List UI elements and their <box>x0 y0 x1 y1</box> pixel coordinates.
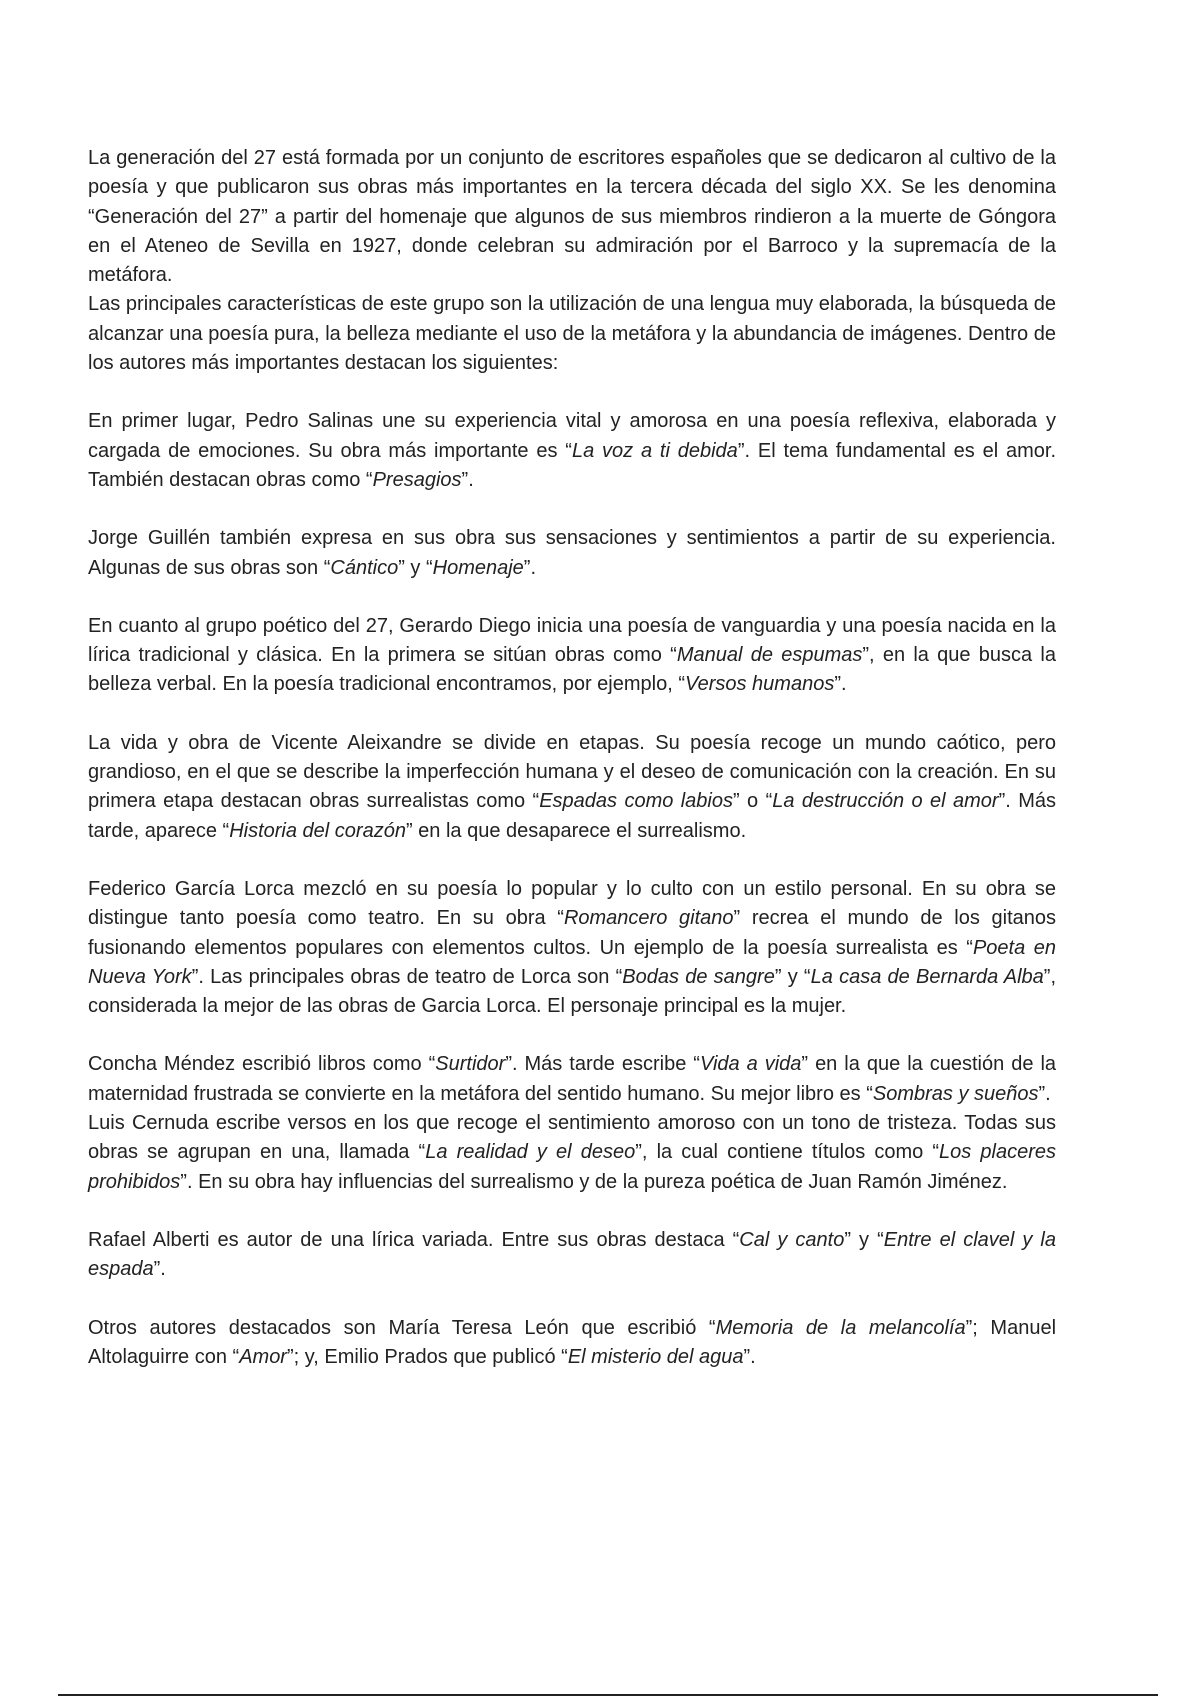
work-title: Entre el clavel y la espada <box>88 1228 1056 1281</box>
text-run: ” o “ <box>733 790 773 813</box>
text-run: ” y “ <box>398 556 433 579</box>
text-run: Las principales características de este grupo son la utilización de una lengua muy elaborada, la búsqueda de alcanzar una poesía pura, la belleza mediante el uso de la metáfora y la abundancia de imágenes. Dentro de los autores más importantes destacan los siguientes: <box>88 293 1056 375</box>
work-title: Homenaje <box>432 556 524 579</box>
text-run: ”. Más tarde escribe “ <box>505 1053 700 1076</box>
work-title: La realidad y el deseo <box>425 1141 636 1164</box>
text-run: ”. <box>743 1345 756 1368</box>
work-title: Memoria de la melancolía <box>715 1316 966 1339</box>
paragraph <box>88 729 1056 846</box>
paragraph <box>88 1226 1056 1285</box>
text-run: La generación del 27 está formada por un conjunto de escritores españoles que se dedicaron al cultivo de la poesía y que publicaron sus obras más importantes en la tercera década del siglo XX. Se les denomina “Generación del 27” a partir del homenaje que algunos de sus miembros rindieron a la muerte de Góngora en el Ateneo de Sevilla en 1927, donde celebran su admiración por el Barroco y la supremacía de la metáfora. <box>88 147 1056 287</box>
text-run: La vida y obra de Vicente Aleixandre se divide en etapas. Su poesía recoge un mundo caótico, pero grandioso, en el que se describe la imperfección humana y el deseo de comunicación con la creación. En su primera etapa destacan obras surrealistas como “ <box>88 731 1056 813</box>
text-run: Federico García Lorca mezcló en su poesía lo popular y lo culto con un estilo personal. En su obra se distingue tanto poesía como teatro. En su obra “ <box>88 877 1056 930</box>
work-title: Versos humanos <box>685 673 835 696</box>
text-run: ”; Manuel Altolaguirre con “ <box>88 1316 1057 1368</box>
text-run: ” en la que la cuestión de la maternidad frustrada se convierte en la metáfora del sentido humano. Su mejor libro es “ <box>88 1053 1057 1105</box>
paragraph <box>88 875 1056 1021</box>
text-run: ” y “ <box>844 1228 884 1251</box>
work-title: Surtidor <box>435 1053 506 1076</box>
bottom-divider <box>58 1694 1158 1696</box>
text-run: ”. El tema fundamental es el amor. También destacan obras como “ <box>88 439 1057 491</box>
work-title: Romancero gitano <box>563 907 734 930</box>
paragraph <box>88 1314 1056 1373</box>
paragraph <box>88 144 1056 290</box>
text-run: ” y “ <box>774 965 811 988</box>
text-run: ”, en la que busca la belleza verbal. En la poesía tradicional encontramos, por ejemplo, “ <box>88 644 1056 696</box>
work-title: Cántico <box>330 556 399 579</box>
work-title: Historia del corazón <box>229 819 406 842</box>
work-title: Poeta en Nueva York <box>88 936 1056 988</box>
text-run: En cuanto al grupo poético del 27, Gerardo Diego inicia una poesía de vanguardia y una poesía nacida en la lírica tradicional y clásica. En la primera se sitúan obras como “ <box>88 614 1056 667</box>
text-run: ”. <box>834 673 847 696</box>
text-run: ”. <box>153 1258 166 1281</box>
work-title: Amor <box>239 1345 287 1368</box>
work-title: Los placeres prohibidos <box>88 1141 1057 1193</box>
work-title: Manual de espumas <box>676 644 863 667</box>
work-title: Sombras y sueños <box>872 1082 1039 1105</box>
paragraph <box>88 524 1056 583</box>
text-run: En primer lugar, Pedro Salinas une su experiencia vital y amorosa en una poesía reflexiva, elaborada y cargada de emociones. Su obra más importante es “ <box>88 410 1056 462</box>
text-run: ”, la cual contiene títulos como “ <box>635 1141 940 1164</box>
work-title: Vida a vida <box>699 1053 802 1076</box>
text-run: ”; y, Emilio Prados que publicó “ <box>286 1345 568 1368</box>
text-run: ”. <box>523 556 537 579</box>
paragraph <box>88 407 1056 495</box>
text-run: ”, considerada la mejor de las obras de Garcia Lorca. El personaje principal es la mujer. <box>88 965 1056 1018</box>
work-title: La casa de Bernarda Alba <box>810 965 1044 988</box>
paragraph <box>88 1109 1056 1197</box>
text-run: ”. Más tarde, aparece “ <box>88 790 1056 842</box>
text-run: ”. <box>461 468 474 491</box>
work-title: Espadas como labios <box>539 790 733 813</box>
text-run: Jorge Guillén también expresa en sus obra sus sensaciones y sentimientos a partir de su experiencia. Algunas de sus obras son “ <box>88 527 1056 579</box>
text-run: ” recrea el mundo de los gitanos fusionando elementos populares con elementos cultos. Un ejemplo de la poesía surrealista es “ <box>88 907 1056 959</box>
document-body <box>88 144 1056 1372</box>
text-run: ”. En su obra hay influencias del surrealismo y de la pureza poética de Juan Ramón Jiménez. <box>180 1170 1008 1193</box>
text-run: Otros autores destacados son María Teresa León que escribió “ <box>88 1316 716 1339</box>
work-title: Presagios <box>372 468 462 491</box>
work-title: El misterio del agua <box>567 1345 744 1368</box>
paragraph <box>88 612 1056 700</box>
work-title: La voz a ti debida <box>571 439 738 462</box>
work-title: La destrucción o el amor <box>772 790 999 813</box>
text-run: ”. <box>1038 1082 1051 1105</box>
text-run: Concha Méndez escribió libros como “ <box>88 1053 436 1076</box>
work-title: Cal y canto <box>739 1228 845 1251</box>
paragraph <box>88 290 1056 378</box>
work-title: Bodas de sangre <box>622 965 775 988</box>
text-run: ”. Las principales obras de teatro de Lorca son “ <box>191 965 623 988</box>
text-run: Luis Cernuda escribe versos en los que recoge el sentimiento amoroso con un tono de tristeza. Todas sus obras se agrupan en una, llamada “ <box>88 1112 1056 1164</box>
text-run: ” en la que desaparece el surrealismo. <box>405 819 747 842</box>
text-run: Rafael Alberti es autor de una lírica variada. Entre sus obras destaca “ <box>88 1228 740 1251</box>
paragraph <box>88 1050 1056 1109</box>
